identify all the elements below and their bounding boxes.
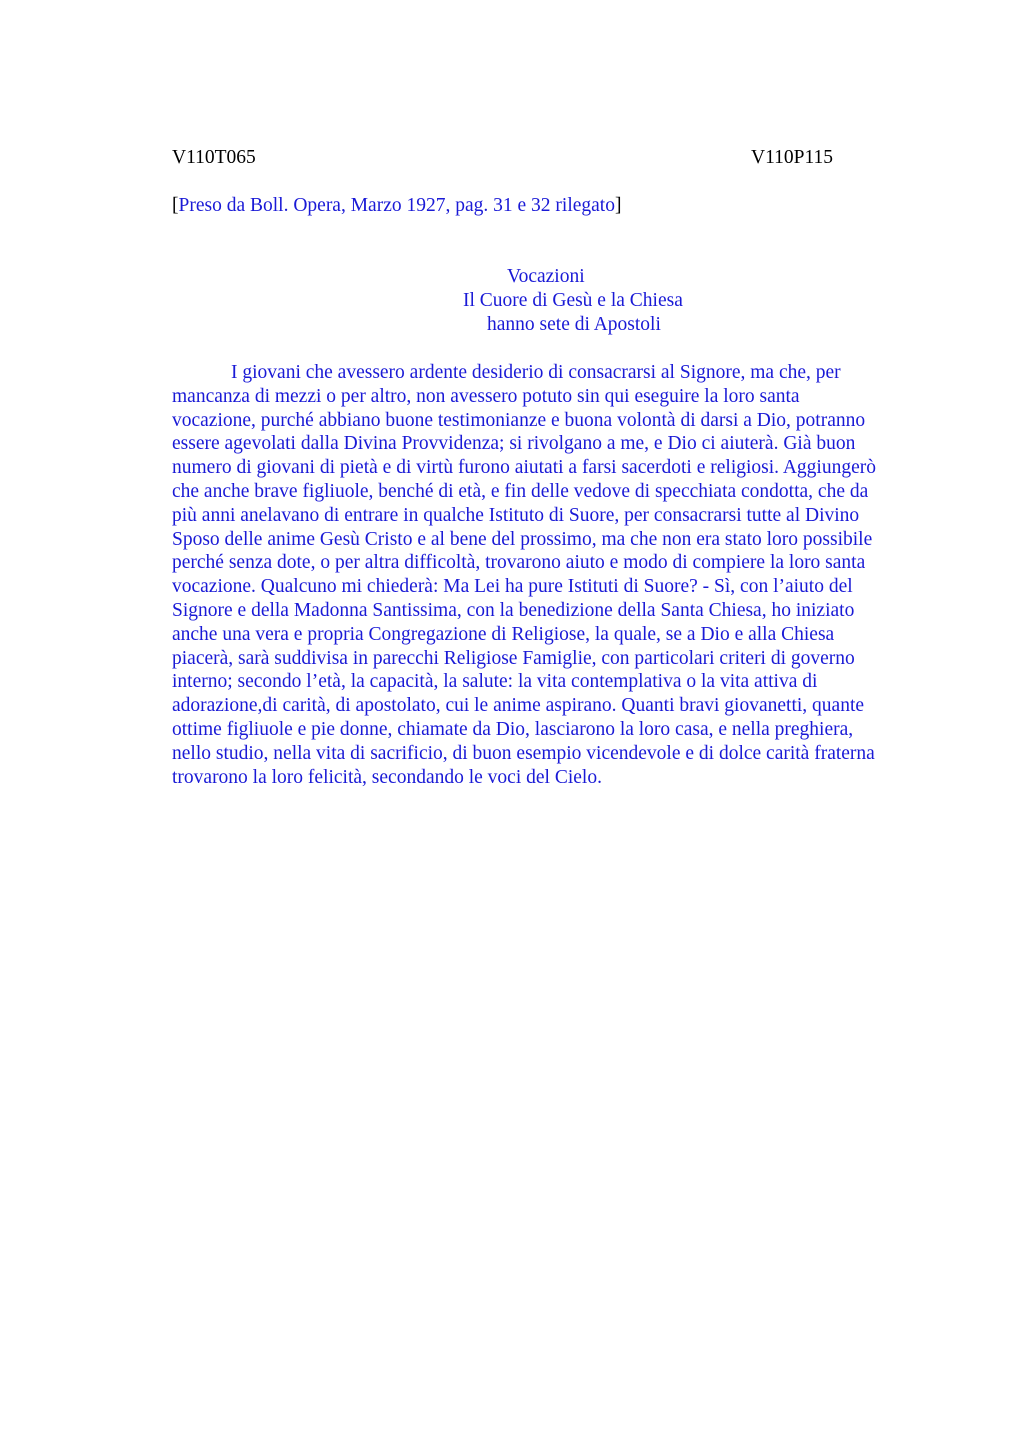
body-line: perché senza dote, o per altra difficoltà, trovarono aiuto e modo di compiere la loro santa: [172, 552, 866, 574]
body-line: I giovani che avessero ardente desiderio di consacrarsi al Signore, ma che, per: [231, 362, 841, 383]
title-line-3: hanno sete di Apostoli: [487, 314, 661, 335]
body-line: ottime figliuole e pie donne, chiamate da Dio, lasciarono la loro casa, e nella preghiera,: [172, 718, 854, 740]
body-line: Signore e della Madonna Santissima, con la benedizione della Santa Chiesa, ho iniziato: [172, 599, 855, 621]
body-line: interno; secondo l’età, la capacità, la salute: la vita contemplativa o la vita attiva di: [172, 671, 818, 693]
source-text: Preso da Boll. Opera, Marzo 1927, pag. 31 e 32 rilegato: [178, 195, 615, 216]
source-open-bracket: [: [172, 195, 179, 216]
body-line: adorazione,di carità, di apostolato, cui le anime aspirano. Quanti bravi giovanetti, quante: [172, 695, 865, 717]
title-line-1: Vocazioni: [507, 266, 585, 287]
body-line: anche una vera e propria Congregazione di Religiose, la quale, se a Dio e alla Chiesa: [172, 623, 835, 645]
body-line: nello studio, nella vita di sacrificio, di buon esempio vicendevole e di dolce carità fraterna: [172, 742, 875, 764]
body-line: essere agevolati dalla Divina Provvidenza; si rivolgano a me, e Dio ci aiuterà. Già buon: [172, 433, 856, 455]
body-line: trovarono la loro felicità, secondando le voci del Cielo.: [172, 766, 602, 788]
body-line: più anni anelavano di entrare in qualche Istituto di Suore, per consacrarsi tutte al Divino: [172, 504, 860, 526]
body-line: piacerà, sarà suddivisa in parecchi Religiose Famiglie, con particolari criteri di governo: [172, 647, 855, 669]
body-line: numero di giovani di pietà e di virtù furono aiutati a farsi sacerdoti e religiosi. Aggiungerò: [172, 457, 876, 479]
body-line: che anche brave figliuole, benché di età, e fin delle vedove di specchiata condotta, che da: [172, 480, 869, 502]
source-close-bracket: ]: [614, 195, 622, 216]
document-code-right: V110P115: [751, 147, 833, 168]
document-code-left: V110T065: [172, 147, 256, 168]
body-line: mancanza di mezzi o per altro, non avessero potuto sin qui eseguire la loro santa: [172, 385, 800, 407]
body-line: vocazione, purché abbiano buone testimonianze e buona volontà di darsi a Dio, potranno: [172, 409, 866, 431]
source-reference: [172, 194, 621, 218]
title-line-2: Il Cuore di Gesù e la Chiesa: [463, 290, 683, 311]
body-line: Sposo delle anime Gesù Cristo e al bene del prossimo, ma che non era stato loro possibile: [172, 528, 873, 550]
body-line: vocazione. Qualcuno mi chiederà: Ma Lei ha pure Istituti di Suore? - Sì, con l’aiuto del: [172, 576, 853, 598]
body-paragraph: [172, 361, 920, 789]
